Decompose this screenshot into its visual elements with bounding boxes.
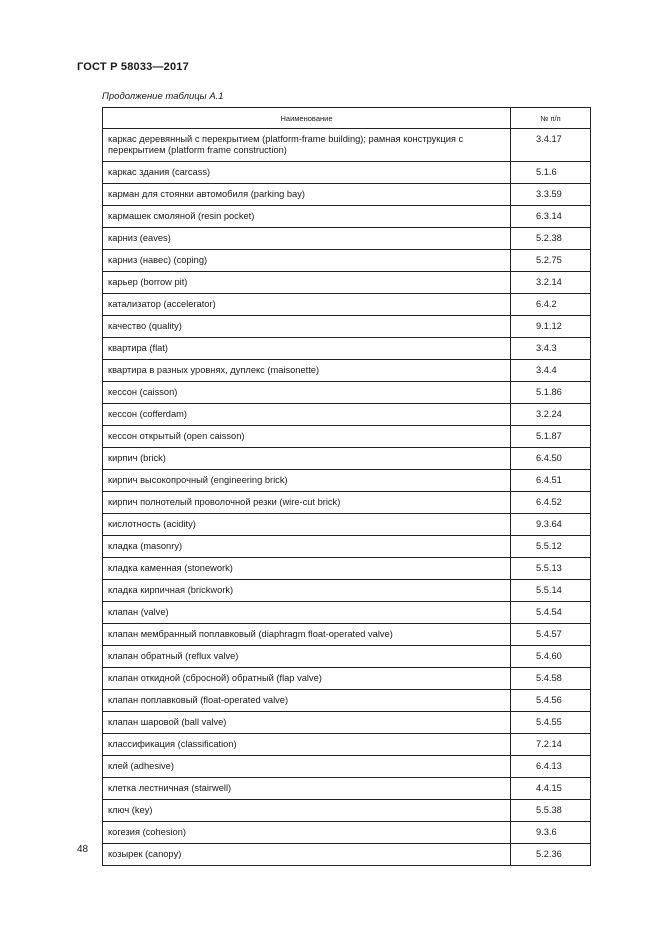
table-row [103, 184, 591, 206]
table-row [103, 602, 591, 624]
term-name-cell: клетка лестничная (stairwell) [103, 778, 511, 800]
term-name-cell: карман для стоянки автомобиля (parking bay) [103, 184, 511, 206]
table-row [103, 756, 591, 778]
table-header-row [103, 108, 591, 129]
term-name-cell: кирпич полнотелый проволочной резки (wire-cut brick) [103, 492, 511, 514]
term-name-cell: клапан мембранный поплавковый (diaphragm float-operated valve) [103, 624, 511, 646]
table-row [103, 129, 591, 162]
term-number-cell: 3.2.24 [511, 404, 591, 426]
term-number-cell: 9.3.6 [511, 822, 591, 844]
term-name-cell: катализатор (accelerator) [103, 294, 511, 316]
term-name-cell: клапан (valve) [103, 602, 511, 624]
term-number-cell: 6.4.13 [511, 756, 591, 778]
table-row [103, 668, 591, 690]
terms-table [102, 107, 591, 866]
term-name-cell: когезия (cohesion) [103, 822, 511, 844]
term-number-cell: 5.1.86 [511, 382, 591, 404]
table-row [103, 338, 591, 360]
term-name-cell: кислотность (acidity) [103, 514, 511, 536]
table-row [103, 558, 591, 580]
term-number-cell: 3.4.4 [511, 360, 591, 382]
table-row [103, 162, 591, 184]
term-name-cell: кладка кирпичная (brickwork) [103, 580, 511, 602]
table-row [103, 206, 591, 228]
term-name-cell: клей (adhesive) [103, 756, 511, 778]
table-row [103, 800, 591, 822]
term-name-cell: кармашек смоляной (resin pocket) [103, 206, 511, 228]
term-name-cell: кессон (caisson) [103, 382, 511, 404]
table-row [103, 404, 591, 426]
term-name-cell: кирпич (brick) [103, 448, 511, 470]
term-name-cell: кладка каменная (stonework) [103, 558, 511, 580]
term-number-cell: 5.1.6 [511, 162, 591, 184]
table-row [103, 382, 591, 404]
term-number-cell: 5.5.12 [511, 536, 591, 558]
table-row [103, 294, 591, 316]
term-number-cell: 5.5.38 [511, 800, 591, 822]
term-name-cell: ключ (key) [103, 800, 511, 822]
term-number-cell: 5.4.56 [511, 690, 591, 712]
term-number-cell: 6.4.51 [511, 470, 591, 492]
term-number-cell: 6.3.14 [511, 206, 591, 228]
term-name-cell: клапан откидной (сбросной) обратный (flap valve) [103, 668, 511, 690]
term-number-cell: 7.2.14 [511, 734, 591, 756]
term-name-cell: кладка (masonry) [103, 536, 511, 558]
term-number-cell: 6.4.2 [511, 294, 591, 316]
term-name-cell: кессон открытый (open caisson) [103, 426, 511, 448]
term-number-cell: 5.4.57 [511, 624, 591, 646]
term-number-cell: 3.4.3 [511, 338, 591, 360]
term-number-cell: 5.2.38 [511, 228, 591, 250]
term-name-cell: карниз (навес) (coping) [103, 250, 511, 272]
column-header-name: Наименование [103, 108, 511, 129]
term-number-cell: 5.1.87 [511, 426, 591, 448]
term-name-cell: кирпич высокопрочный (engineering brick) [103, 470, 511, 492]
term-name-cell: клапан обратный (reflux valve) [103, 646, 511, 668]
term-number-cell: 9.1.12 [511, 316, 591, 338]
table-row [103, 360, 591, 382]
table-row [103, 470, 591, 492]
table-body [103, 129, 591, 866]
table-row [103, 734, 591, 756]
table-row [103, 426, 591, 448]
term-name-cell: карьер (borrow pit) [103, 272, 511, 294]
table-row [103, 448, 591, 470]
table-row [103, 844, 591, 866]
term-name-cell: клапан поплавковый (float-operated valve) [103, 690, 511, 712]
term-number-cell: 4.4.15 [511, 778, 591, 800]
table-row [103, 580, 591, 602]
term-number-cell: 5.4.60 [511, 646, 591, 668]
term-name-cell: качество (quality) [103, 316, 511, 338]
term-number-cell: 5.4.58 [511, 668, 591, 690]
table-caption: Продолжение таблицы А.1 [102, 91, 224, 102]
table-row [103, 250, 591, 272]
table-row [103, 228, 591, 250]
page-number: 48 [77, 844, 89, 855]
term-name-cell: каркас здания (carcass) [103, 162, 511, 184]
term-name-cell: каркас деревянный с перекрытием (platform-frame building); рамная конструкция с перекрытием (platform frame construction) [103, 129, 511, 162]
term-name-cell: карниз (eaves) [103, 228, 511, 250]
table-row [103, 778, 591, 800]
term-name-cell: кессон (cofferdam) [103, 404, 511, 426]
term-number-cell: 3.3.59 [511, 184, 591, 206]
term-number-cell: 9.3.64 [511, 514, 591, 536]
term-name-cell: классификация (classification) [103, 734, 511, 756]
term-name-cell: квартира (flat) [103, 338, 511, 360]
term-name-cell: клапан шаровой (ball valve) [103, 712, 511, 734]
term-number-cell: 5.2.36 [511, 844, 591, 866]
term-number-cell: 5.4.55 [511, 712, 591, 734]
term-number-cell: 5.4.54 [511, 602, 591, 624]
term-name-cell: козырек (canopy) [103, 844, 511, 866]
term-number-cell: 3.2.14 [511, 272, 591, 294]
term-number-cell: 5.5.14 [511, 580, 591, 602]
term-number-cell: 5.2.75 [511, 250, 591, 272]
column-header-number: № п/п [511, 108, 591, 129]
table-row [103, 492, 591, 514]
table-row [103, 690, 591, 712]
table-row [103, 646, 591, 668]
term-number-cell: 6.4.50 [511, 448, 591, 470]
table-row [103, 536, 591, 558]
term-number-cell: 5.5.13 [511, 558, 591, 580]
term-number-cell: 3.4.17 [511, 129, 591, 162]
table-row [103, 514, 591, 536]
table-row [103, 272, 591, 294]
term-name-cell: квартира в разных уровнях, дуплекс (maisonette) [103, 360, 511, 382]
table-row [103, 822, 591, 844]
table-row [103, 624, 591, 646]
term-number-cell: 6.4.52 [511, 492, 591, 514]
standard-header: ГОСТ Р 58033—2017 [77, 61, 189, 73]
table-row [103, 712, 591, 734]
table-row [103, 316, 591, 338]
